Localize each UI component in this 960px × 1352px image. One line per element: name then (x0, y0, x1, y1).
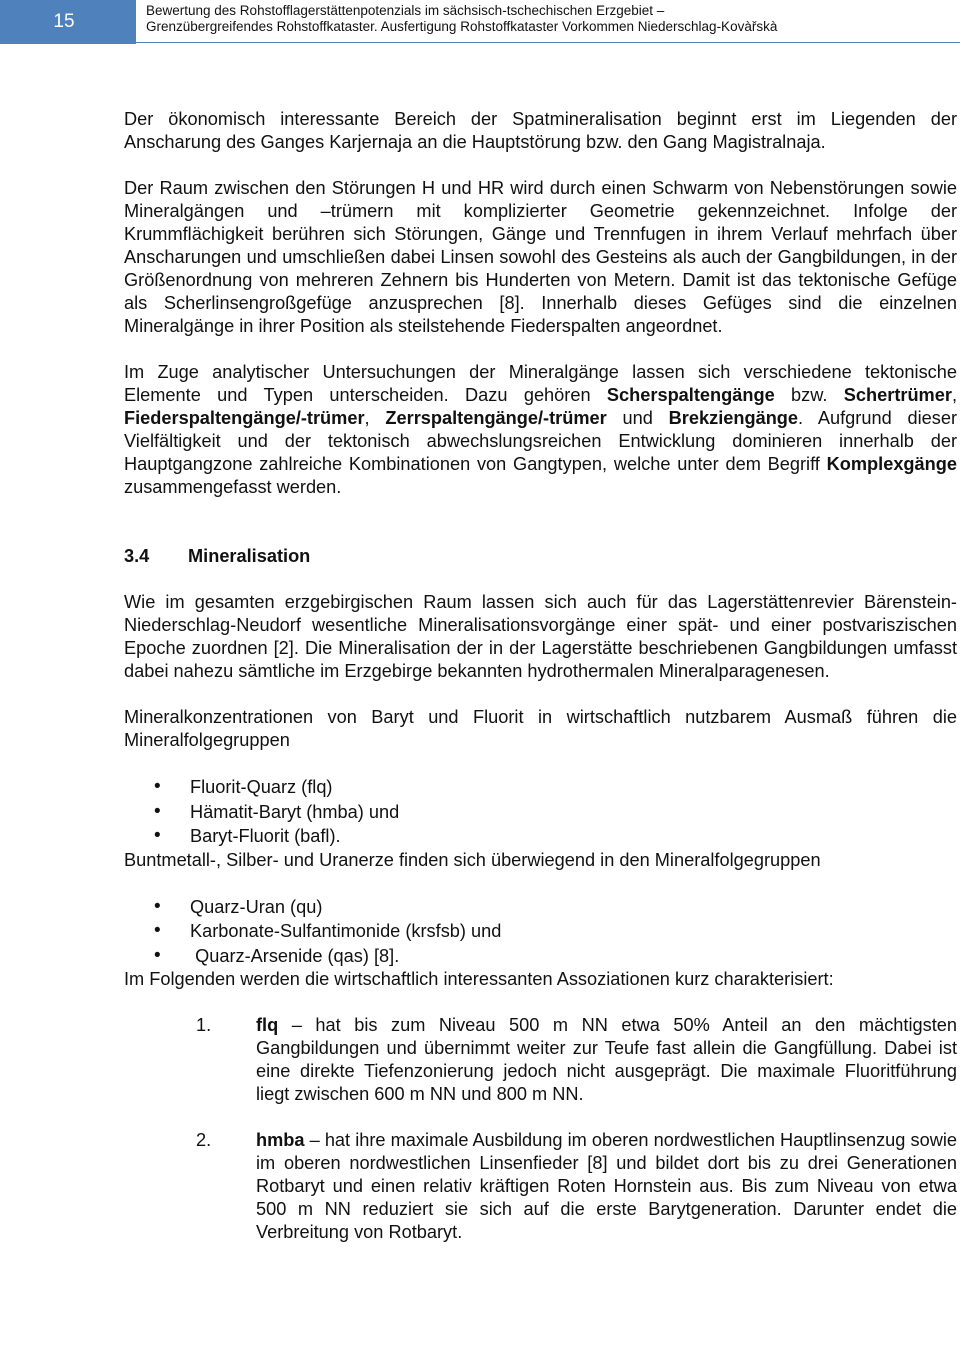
bullet-list-1 (124, 775, 957, 849)
paragraph-5: Mineralkonzentrationen von Baryt und Fluorit in wirtschaftlich nutzbarem Ausmaß führen die Mineralfolgegruppen (124, 707, 957, 750)
numbered-item (124, 1129, 957, 1244)
item-term: hmba (256, 1130, 305, 1150)
document-body (124, 108, 957, 1244)
text-run: , (951, 385, 957, 405)
term-scherspaltengaenge: Scherspaltengänge (606, 385, 775, 405)
header-rule (136, 42, 960, 43)
list-item: • Quarz-Arsenide (qas) [8]. (124, 944, 957, 969)
text-run: und (606, 408, 669, 428)
item-number: 1. (196, 1015, 212, 1035)
paragraph-1: Der ökonomisch interessante Bereich der Spatmineralisation beginnt erst im Liegenden der Anscharung des Ganges Karjernaja an die Hauptstörung bzw. den Gang Magistralnaja. (124, 109, 957, 152)
paragraph-3 (124, 361, 957, 499)
item-text: – hat bis zum Niveau 500 m NN etwa 50% Anteil an den mächtigsten Gangbildungen und übernimmt weiter zur Teufe fast allein die Gangfüllung. Dabei ist eine direkte Tiefenzonierung jedoch nicht ausgeprägt. Die maximale Fluoritführung liegt zwischen 600 m NN und 800 m NN. (256, 1015, 957, 1104)
numbered-list (124, 1014, 957, 1244)
term-komplexgaenge: Komplexgänge (826, 454, 957, 474)
paragraph-4: Wie im gesamten erzgebirgischen Raum lassen sich auch für das Lagerstättenrevier Bärenstein-Niederschlag-Neudorf wesentliche Mineralisationsvorgänge einer spät- und einer postvariszischen Epoche zuordnen [2]. Die Mineralisation der in der Lagerstätte beschriebenen Gangbildungen umfasst dabei nahezu sämtliche im Erzgebirge bekannten hydrothermalen Mineralparagenesen. (124, 592, 957, 681)
item-number: 2. (196, 1130, 212, 1150)
list-item: • Hämatit-Baryt (hmba) und (124, 800, 957, 825)
term-fiederspaltengaenge: Fiederspaltengänge/-trümer (124, 408, 365, 428)
list-item: • Quarz-Uran (qu) (124, 895, 957, 920)
running-header (146, 3, 777, 35)
numbered-item (124, 1014, 957, 1106)
page-number: 15 (53, 11, 75, 32)
section-heading (124, 545, 957, 568)
list-item: • Fluorit-Quarz (flq) (124, 775, 957, 800)
paragraph-7: Im Folgenden werden die wirtschaftlich interessanten Assoziationen kurz charakterisiert: (124, 969, 834, 989)
paragraph-6: Buntmetall-, Silber- und Uranerze finden sich überwiegend in den Mineralfolgegruppen (124, 849, 821, 870)
item-text: – hat ihre maximale Ausbildung im oberen nordwestlichen Hauptlinsenzug sowie im oberen nordwestlichen Linsenfieder [8] und bildet dort bis zu drei Generationen Rotbaryt und einen relativ kräftigen Roten Hornstein aus. Bis zum Niveau von etwa 500 m NN reduziert sie sich auf die erste Barytgeneration. Darunter endet die Verbreitung von Rotbaryt. (256, 1130, 957, 1242)
list-item: • Karbonate-Sulfantimonide (krsfsb) und (124, 919, 957, 944)
text-run: zusammengefasst werden. (124, 477, 342, 497)
term-schertruemer: Schertrümer (843, 385, 952, 405)
running-header-line-2: Grenzübergreifendes Rohstoffkataster. Ausfertigung Rohstoffkataster Vorkommen Niederschlag-Kovàřskà (146, 19, 778, 34)
item-term: flq (256, 1015, 279, 1035)
section-number: 3.4 (124, 546, 150, 566)
bullet-list-2 (124, 895, 957, 969)
section-title: Mineralisation (188, 546, 311, 566)
paragraph-2: Der Raum zwischen den Störungen H und HR wird durch einen Schwarm von Nebenstörungen sowie Mineralgängen und –trümern mit komplizierter Geometrie gekennzeichnet. Infolge der Krummflächigkeit berühren sich Störungen, Gänge und Trennfugen in ihrem Verlauf mehrfach über Anscharungen und umschließen dabei Linsen sowohl des Gesteins als auch der Gangbildungen, in der Größenordnung von mehreren Zehnern bis Hunderten von Metern. Damit ist das tektonische Gefüge als Scherlinsengroßgefüge anzusprechen [8]. Innerhalb dieses Gefüges sind die einzelnen Mineralgänge in ihrer Position als steilstehende Fiederspalten angeordnet. (124, 178, 957, 336)
text-run: . Aufgrund dieser Vielfältigkeit und der tektonisch abwechslungsreichen Entwicklung dominieren innerhalb der Hauptgangzone zahlreiche Kombinationen von Gangtypen, welche unter dem Begriff (124, 408, 958, 474)
list-item: • Baryt-Fluorit (bafl). (124, 824, 957, 849)
term-zerrspaltengaenge: Zerrspaltengänge/-trümer (385, 408, 607, 428)
text-run: , (364, 408, 386, 428)
page-header (0, 0, 960, 44)
page-number-box (0, 0, 136, 44)
running-header-line-1: Bewertung des Rohstofflagerstättenpotenzials im sächsisch-tschechischen Erzgebiet – (146, 3, 665, 18)
text-run: Im Zuge analytischer Untersuchungen der Mineralgänge lassen sich verschiedene tektonische Elemente und Typen unterscheiden. Dazu gehören (124, 362, 957, 405)
text-run: bzw. (774, 385, 844, 405)
term-brekziengaenge: Brekziengänge (668, 408, 799, 428)
